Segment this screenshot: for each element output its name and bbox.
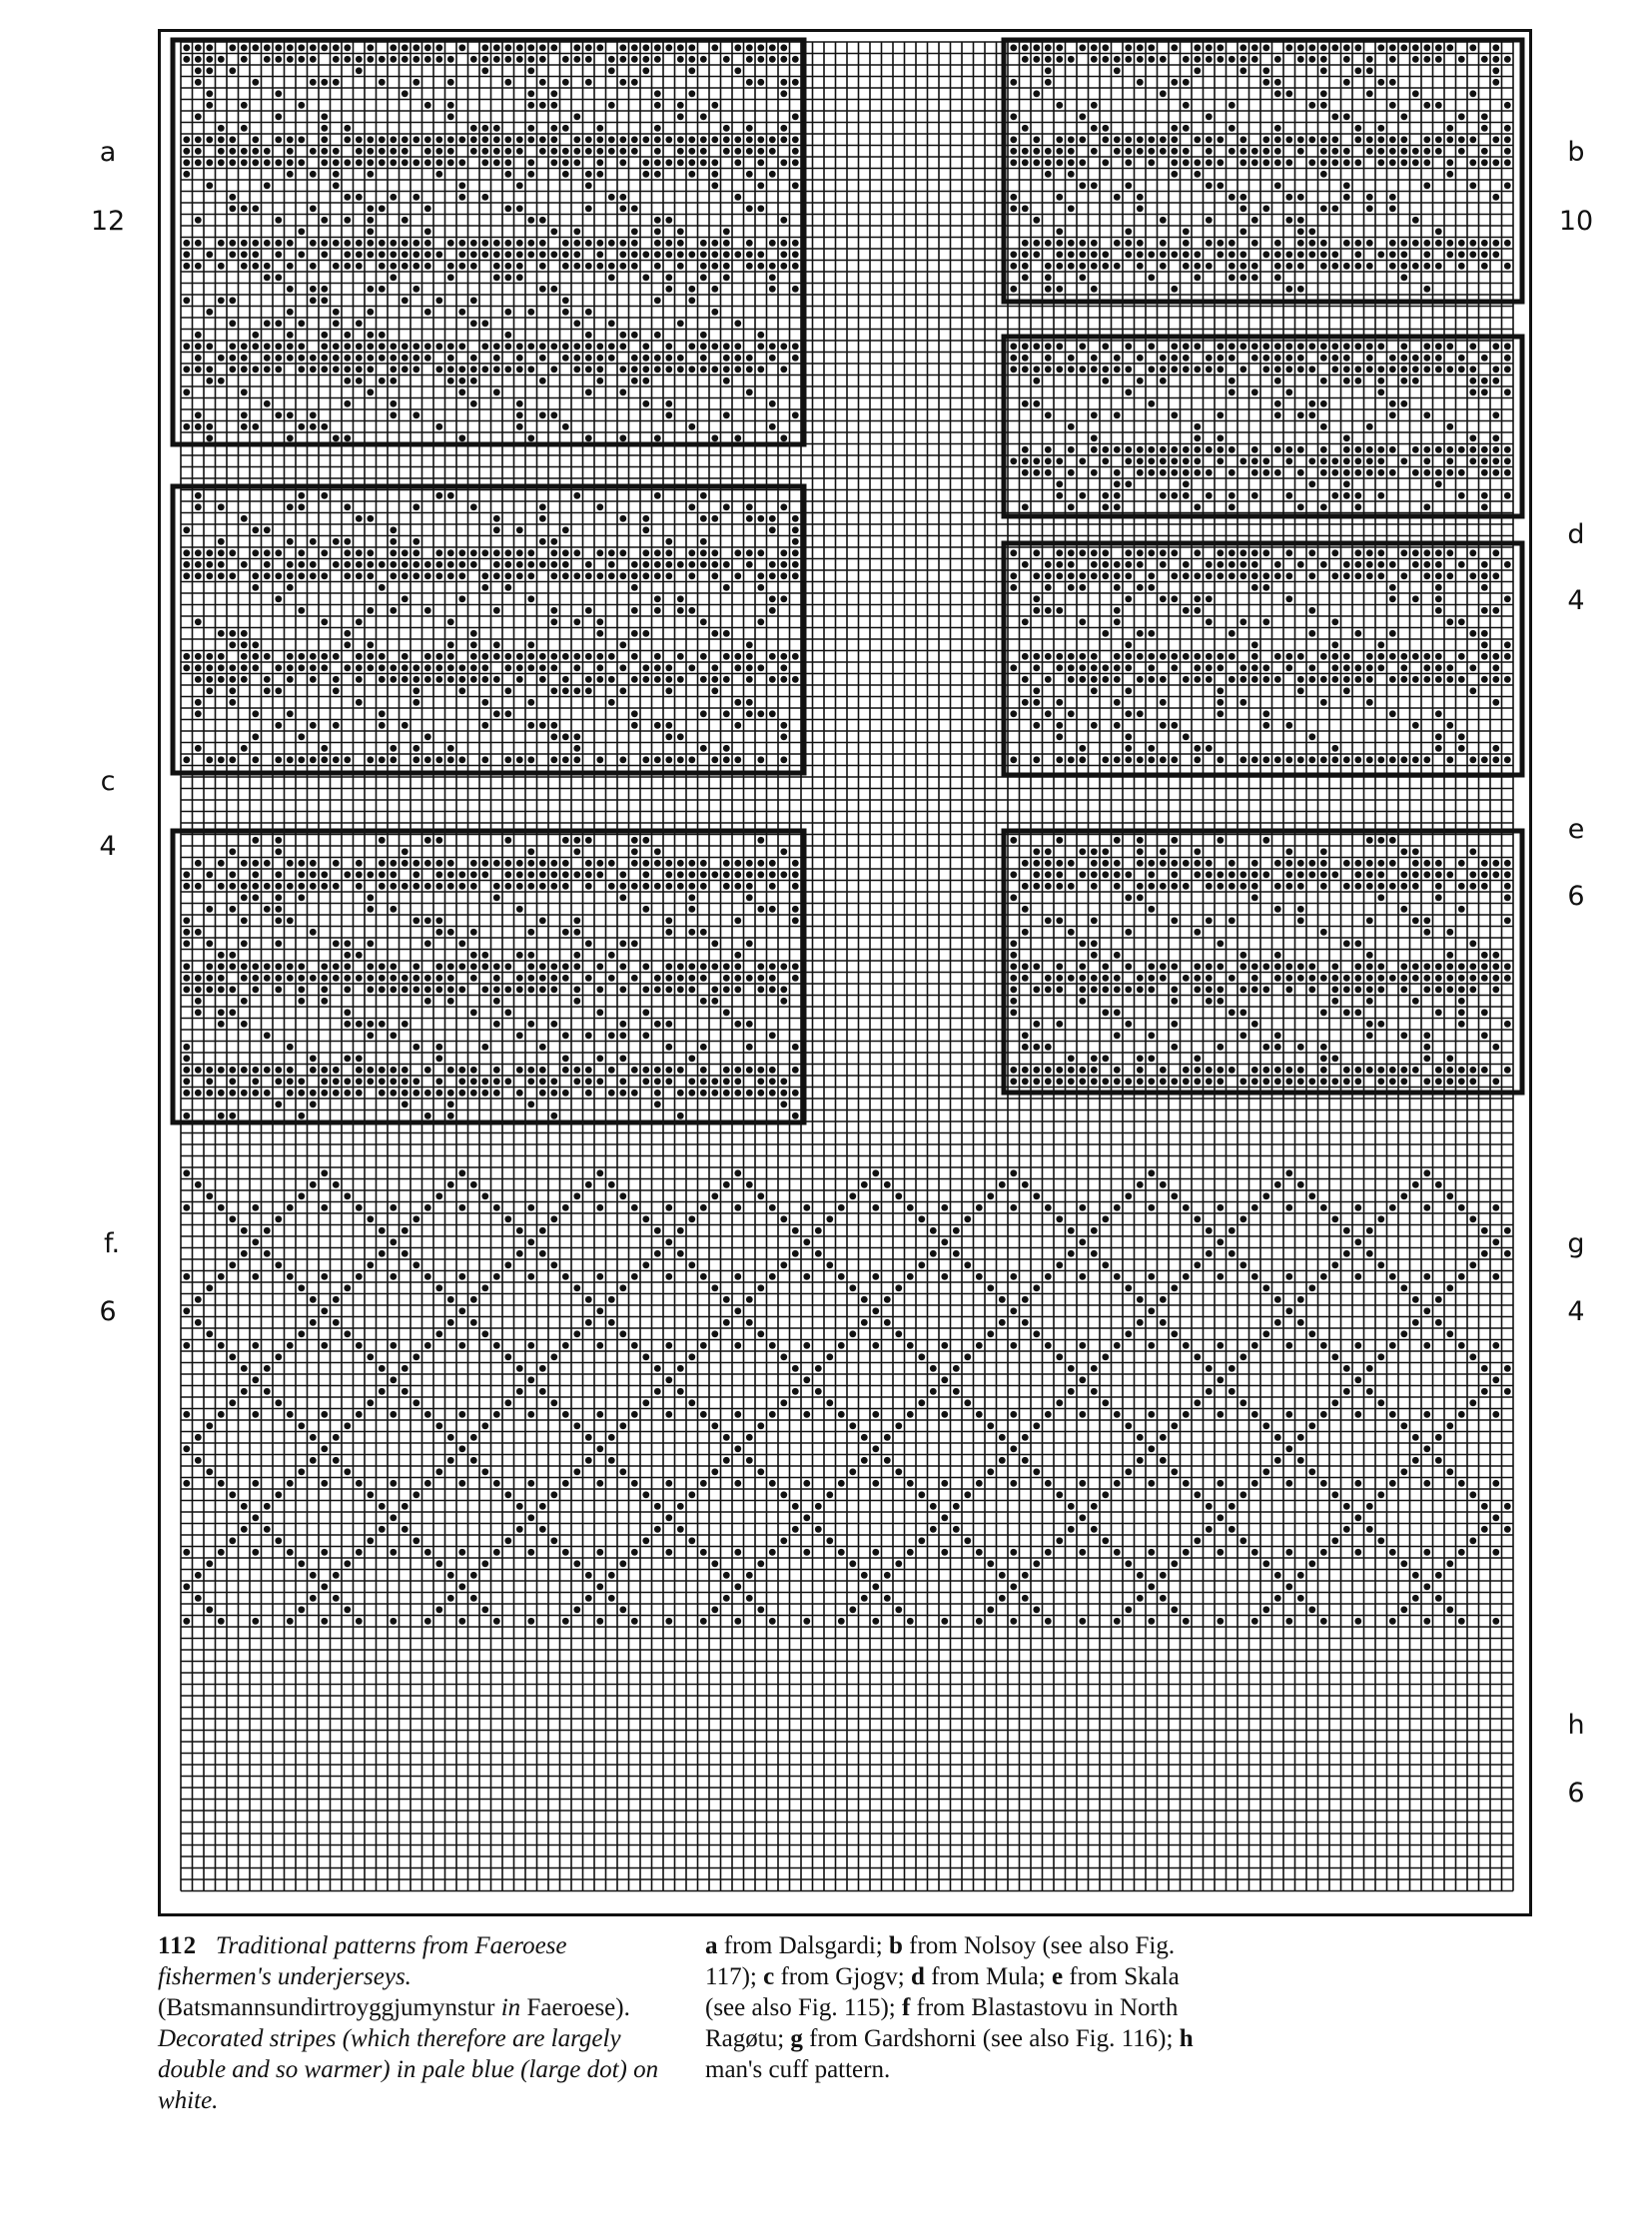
source-key-f: f [901, 1994, 911, 2021]
source-text-b: from Nolsoy (see also Fig. 117); [705, 1932, 1176, 1990]
source-text-d: from Mula; [931, 1963, 1046, 1990]
figure-description: Decorated stripes (which therefore are largely double and so warmer) in pale blue (large dot) on white. [158, 2025, 659, 2114]
native-name: (Batsmannsundirtroyggjumynstur [158, 1994, 495, 2021]
pattern-f-count: 6 [99, 1296, 117, 1327]
pattern-a-letter: a [99, 137, 117, 168]
pattern-h-letter: h [1567, 1710, 1585, 1741]
pattern-c-count: 4 [99, 831, 117, 862]
caption-left [158, 1930, 677, 2116]
source-key-e: e [1051, 1963, 1064, 1990]
pattern-e-letter: e [1567, 814, 1585, 845]
source-key-d: d [911, 1963, 925, 1990]
source-text-g: from Gardshorni (see also Fig. 116); [809, 2025, 1174, 2052]
pattern-b-count: 10 [1558, 206, 1594, 237]
pattern-g-count: 4 [1567, 1296, 1585, 1327]
pattern-g-letter: g [1567, 1228, 1585, 1259]
pattern-b-letter: b [1567, 137, 1585, 168]
source-key-b: b [888, 1932, 903, 1959]
source-text-a: from Dalsgardi; [723, 1932, 883, 1959]
pattern-e-count: 6 [1567, 881, 1585, 912]
source-key-h: h [1179, 2025, 1194, 2052]
source-key-a: a [705, 1932, 718, 1959]
pattern-c-letter: c [100, 766, 116, 797]
pattern-d-letter: d [1567, 519, 1585, 550]
figure-number: 112 [158, 1932, 198, 1959]
pattern-f-letter: f. [103, 1228, 121, 1259]
source-text-e: from Skala (see also Fig. 115); [705, 1963, 1180, 2021]
figure-title: Traditional patterns from Faeroese fishermen's underjerseys. [158, 1932, 567, 1990]
source-key-g: g [790, 2025, 803, 2052]
pattern-a-count: 12 [90, 206, 126, 237]
pattern-d-count: 4 [1567, 585, 1585, 616]
source-text-h: man's cuff pattern. [705, 2056, 891, 2083]
knitting-chart-grid [161, 32, 1529, 1913]
native-language: Faeroese). [526, 1994, 630, 2021]
native-name-suffix: in [500, 1994, 521, 2021]
caption-right [705, 1930, 1225, 2085]
pattern-h-count: 6 [1567, 1778, 1585, 1809]
source-text-c: from Gjogv; [780, 1963, 905, 1990]
source-text-f: from Blastastovu in North Ragøtu; [705, 1994, 1179, 2052]
source-key-c: c [763, 1963, 775, 1990]
knitting-chart-frame [158, 29, 1532, 1916]
